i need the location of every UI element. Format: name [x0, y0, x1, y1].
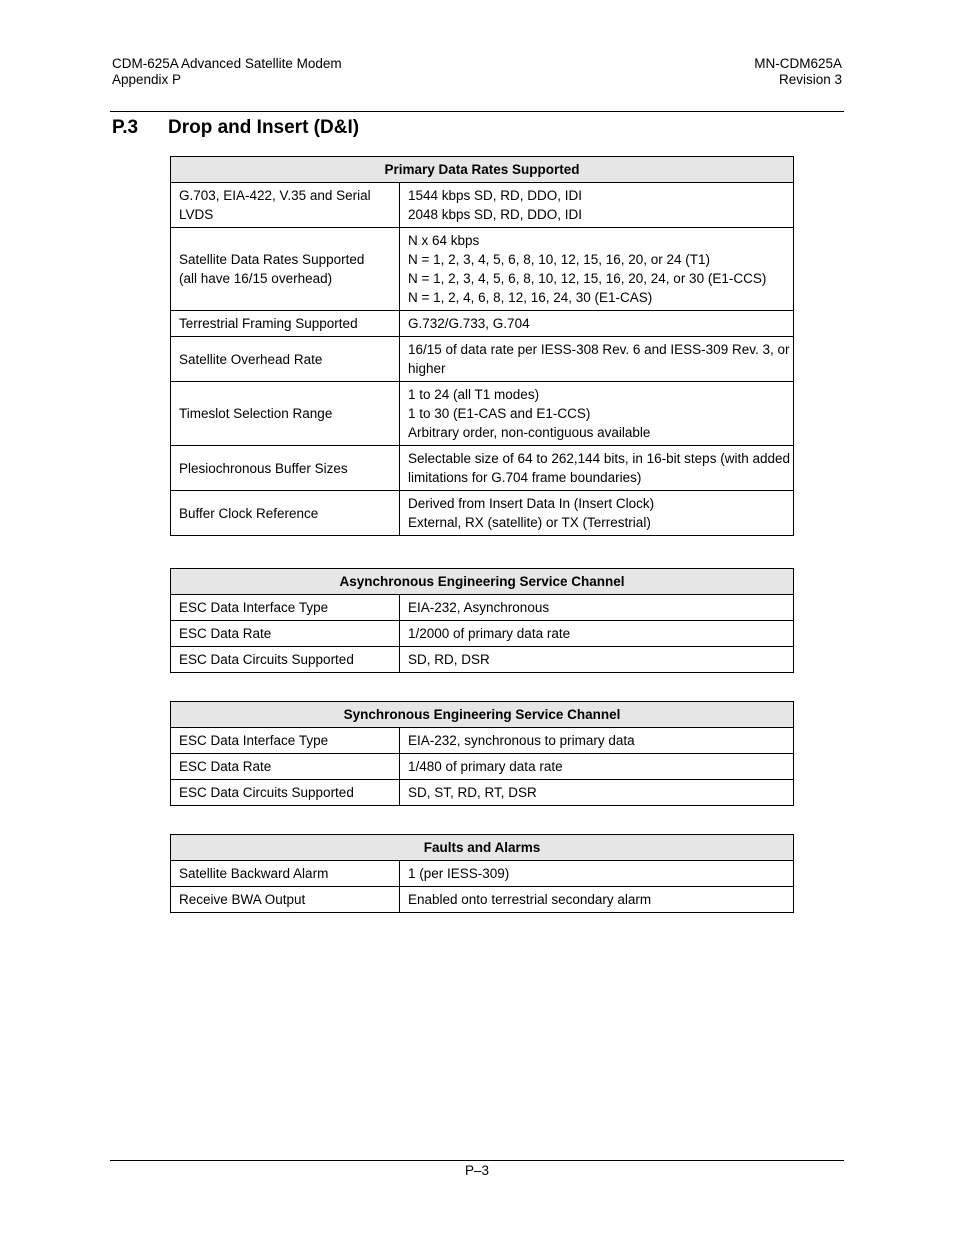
- spec-label: [171, 780, 400, 806]
- table-row: [171, 491, 794, 536]
- spec-label-line: Plesiochronous Buffer Sizes: [179, 460, 348, 476]
- spec-label-line: Buffer Clock Reference: [179, 505, 319, 521]
- running-header-right: [754, 56, 842, 88]
- page-number: P–3: [464, 1163, 490, 1178]
- spec-value-line: 2048 kbps SD, RD, DDO, IDI: [408, 207, 583, 222]
- spec-label: [171, 491, 400, 536]
- spec-value: [400, 183, 794, 228]
- spec-value-line: G.732/G.733, G.704: [408, 316, 530, 331]
- doc-number: MN-CDM625A: [754, 56, 842, 71]
- spec-label-line: LVDS: [179, 207, 214, 222]
- header-divider: [110, 111, 844, 112]
- spec-value-line: 1 (per IESS-309): [408, 866, 510, 881]
- table-title: Primary Data Rates Supported: [171, 157, 794, 183]
- spec-value-line: Derived from Insert Data In (Insert Clock): [408, 496, 655, 511]
- doc-title: CDM-625A Advanced Satellite Modem: [112, 56, 342, 71]
- spec-value-line: N x 64 kbps: [408, 233, 480, 248]
- spec-label-line: (all have 16/15 overhead): [179, 271, 333, 286]
- spec-value-line: N = 1, 2, 3, 4, 5, 6, 8, 10, 12, 15, 16, 20, 24, or 30 (E1-CCS): [408, 271, 767, 286]
- spec-label-line: G.703, EIA-422, V.35 and Serial: [179, 188, 371, 203]
- spec-value-line: External, RX (satellite) or TX (Terrestrial): [408, 515, 651, 530]
- table-row: [171, 887, 794, 913]
- spec-value-line: N = 1, 2, 4, 6, 8, 12, 16, 24, 30 (E1-CAS): [408, 290, 653, 305]
- spec-label: [171, 595, 400, 621]
- spec-value-line: EIA-232, synchronous to primary data: [408, 733, 635, 748]
- spec-value-line: Selectable size of 64 to 262,144 bits, in 16-bit steps (with added: [408, 451, 790, 466]
- table-row: [171, 228, 794, 311]
- spec-value: [400, 754, 794, 780]
- spec-value: [400, 446, 794, 491]
- table-row: [171, 337, 794, 382]
- spec-label: [171, 621, 400, 647]
- table-row: [171, 780, 794, 806]
- table-row: [171, 754, 794, 780]
- spec-value-line: Enabled onto terrestrial secondary alarm: [408, 892, 652, 907]
- table-title: Synchronous Engineering Service Channel: [171, 702, 794, 728]
- spec-value: [400, 861, 794, 887]
- spec-label-line: Terrestrial Framing Supported: [179, 316, 358, 331]
- spec-label: [171, 311, 400, 337]
- spec-value: [400, 647, 794, 673]
- spec-label-line: Timeslot Selection Range: [179, 406, 333, 421]
- spec-label-line: Satellite Data Rates Supported: [179, 252, 365, 267]
- table-row: [171, 311, 794, 337]
- spec-value-line: SD, ST, RD, RT, DSR: [408, 785, 537, 800]
- spec-value-line: higher: [408, 361, 446, 376]
- table-title: Faults and Alarms: [171, 835, 794, 861]
- spec-value: [400, 382, 794, 446]
- spec-value-line: N = 1, 2, 3, 4, 5, 6, 8, 10, 12, 15, 16, 20, or 24 (T1): [408, 252, 711, 267]
- spec-value: [400, 337, 794, 382]
- spec-table-primary-data-rates: [170, 156, 794, 536]
- spec-label: [171, 446, 400, 491]
- appendix-label: Appendix P: [112, 72, 182, 87]
- table-row: [171, 647, 794, 673]
- spec-value: [400, 728, 794, 754]
- spec-label-line: Receive BWA Output: [179, 892, 306, 907]
- spec-table-async-esc: [170, 568, 794, 673]
- section-heading: [112, 116, 359, 140]
- spec-label-line: Satellite Backward Alarm: [179, 866, 329, 881]
- spec-label: [171, 754, 400, 780]
- spec-value-line: 16/15 of data rate per IESS-308 Rev. 6 and IESS-309 Rev. 3, or: [408, 342, 790, 357]
- spec-label: [171, 337, 400, 382]
- spec-label-line: Satellite Overhead Rate: [179, 351, 323, 367]
- spec-value: [400, 595, 794, 621]
- section-title: Drop and Insert (D&I): [168, 117, 360, 138]
- spec-label-line: ESC Data Interface Type: [179, 600, 329, 615]
- spec-value-line: EIA-232, Asynchronous: [408, 600, 550, 615]
- spec-table-faults-alarms: [170, 834, 794, 913]
- table-row: [171, 446, 794, 491]
- table-row: [171, 382, 794, 446]
- spec-value-line: 1 to 30 (E1-CAS and E1-CCS): [408, 406, 591, 421]
- table-row: [171, 595, 794, 621]
- spec-value-line: 1/480 of primary data rate: [408, 759, 563, 774]
- spec-label-line: ESC Data Rate: [179, 759, 272, 774]
- spec-label: [171, 728, 400, 754]
- spec-label: [171, 887, 400, 913]
- table-title: Asynchronous Engineering Service Channel: [171, 569, 794, 595]
- spec-value: [400, 228, 794, 311]
- running-header-left: [112, 56, 342, 88]
- spec-value-line: limitations for G.704 frame boundaries): [408, 470, 642, 485]
- spec-value-line: 1544 kbps SD, RD, DDO, IDI: [408, 188, 583, 203]
- spec-value-line: SD, RD, DSR: [408, 652, 490, 667]
- spec-label: [171, 183, 400, 228]
- table-row: [171, 183, 794, 228]
- spec-table-sync-esc: [170, 701, 794, 806]
- table-row: [171, 728, 794, 754]
- spec-label-line: ESC Data Circuits Supported: [179, 652, 354, 667]
- revision-label: Revision 3: [778, 72, 842, 87]
- spec-value: [400, 311, 794, 337]
- spec-value: [400, 780, 794, 806]
- spec-value: [400, 491, 794, 536]
- spec-label-line: ESC Data Rate: [179, 626, 272, 641]
- spec-label: [171, 228, 400, 311]
- spec-value-line: 1 to 24 (all T1 modes): [408, 387, 540, 402]
- spec-label: [171, 861, 400, 887]
- spec-value: [400, 621, 794, 647]
- spec-label: [171, 647, 400, 673]
- spec-label-line: ESC Data Circuits Supported: [179, 785, 354, 800]
- spec-label-line: ESC Data Interface Type: [179, 733, 329, 748]
- section-number: P.3: [112, 117, 139, 138]
- spec-value-line: Arbitrary order, non-contiguous available: [408, 425, 651, 440]
- table-row: [171, 621, 794, 647]
- table-row: [171, 861, 794, 887]
- spec-value-line: 1/2000 of primary data rate: [408, 626, 571, 641]
- spec-label: [171, 382, 400, 446]
- footer-divider: [110, 1160, 844, 1161]
- spec-value: [400, 887, 794, 913]
